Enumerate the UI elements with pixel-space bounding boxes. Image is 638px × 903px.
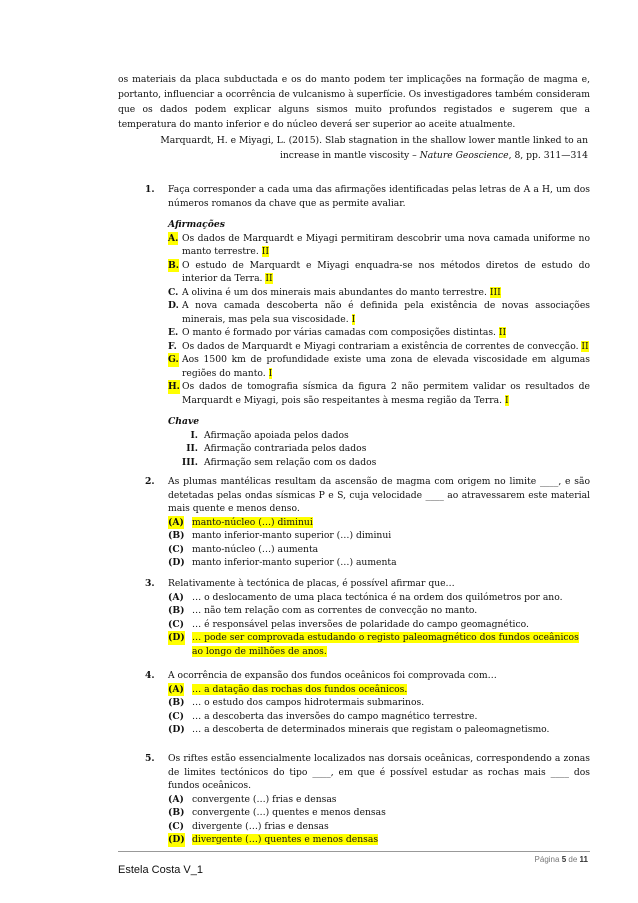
- option-label: (C): [168, 543, 185, 555]
- option-label: (B): [168, 697, 185, 708]
- intro-paragraph: os materiais da placa subductada e os do manto podem ter implicações na formação de magma e, portanto, influenciar a ocorrência de vulcanismo à superfície. Os investigadores também consideram que os dados podem explicar alguns sismos muito profundos registados e sugerem que a temperatura do manto inferior e do núcleo deverá ser superior ao aceite atualmente.: [118, 74, 590, 130]
- afirmacao-letter: G.: [168, 354, 179, 365]
- option-item: [168, 604, 590, 618]
- question-text: A ocorrência de expansão dos fundos oceânicos foi comprovada com…: [168, 670, 497, 681]
- question-text: As plumas mantélicas resultam da ascensão de magma com origem no limite ____, e são detetadas pelas ondas sísmicas P e S, cuja velocidade ____ ao atravessarem este material mais quente e menos denso.: [168, 476, 590, 514]
- footer-author: Estela Costa V_1: [118, 864, 203, 876]
- chave-item: [176, 429, 590, 443]
- question-text: Relativamente à tectónica de placas, é possível afirmar que…: [168, 578, 455, 589]
- question-2: [145, 475, 590, 570]
- option-text: … a descoberta de determinados minerais que registam o paleomagnetismo.: [192, 724, 550, 735]
- option-text: … o estudo dos campos hidrotermais submarinos.: [192, 697, 425, 708]
- option-item: [168, 591, 590, 605]
- option-text: manto inferior-manto superior (…) aumenta: [192, 557, 397, 568]
- option-label: (D): [168, 724, 185, 735]
- question-number: 3.: [145, 578, 155, 589]
- option-label: (A): [168, 516, 184, 528]
- citation-rest: , 8, pp. 311—314: [508, 150, 588, 161]
- afirmacao-answer: II: [261, 246, 269, 257]
- afirmacao-item: [168, 232, 590, 259]
- option-item: [168, 516, 590, 530]
- afirmacao-item: [168, 380, 590, 407]
- chave-text: Afirmação contrariada pelos dados: [204, 443, 367, 454]
- afirmacao-letter: E.: [168, 327, 179, 338]
- option-item: [168, 723, 590, 737]
- chave-list: [176, 429, 590, 470]
- afirmacao-item: [168, 353, 590, 380]
- option-text: … é responsável pelas inversões de polaridade do campo geomagnético.: [192, 618, 529, 630]
- chave-number: I.: [190, 429, 198, 441]
- page-number: [535, 855, 588, 864]
- option-label: (C): [168, 710, 185, 722]
- option-text: … o deslocamento de uma placa tectónica é na ordem dos quilómetros por ano.: [192, 591, 563, 603]
- option-item: [168, 618, 590, 632]
- option-item: [168, 710, 590, 724]
- option-item: [168, 696, 590, 710]
- footer-divider: [118, 851, 590, 852]
- chave-item: [176, 442, 590, 456]
- afirmacao-answer: I: [268, 367, 273, 379]
- chave-item: [176, 456, 590, 470]
- option-text: convergente (…) quentes e menos densas: [192, 807, 386, 818]
- option-text: … a datação das rochas dos fundos oceânicos.: [192, 683, 408, 695]
- afirmacao-text: Os dados de tomografia sísmica da figura 2 não permitem validar os resultados de Marquardt e Miyagi, pois são respeitantes à mesma região da Terra.: [182, 381, 590, 406]
- question-text: Faça corresponder a cada uma das afirmações identificadas pelas letras de A a H, um dos números romanos da chave que as permite avaliar.: [168, 184, 590, 209]
- question-5: [145, 752, 590, 847]
- option-label: (D): [168, 557, 185, 568]
- afirmacao-letter: B.: [168, 259, 179, 271]
- afirmacao-text: O manto é formado por várias camadas com composições distintas.: [182, 327, 496, 338]
- afirmacao-answer: III: [489, 286, 501, 298]
- afirmacao-answer: II: [581, 340, 589, 352]
- question-1: [145, 183, 590, 469]
- question-3: [145, 577, 590, 658]
- chave-number: II.: [186, 443, 198, 454]
- option-text: … pode ser comprovada estudando o registo paleomagnético dos fundos oceânicos ao longo de milhões de anos.: [192, 632, 579, 657]
- afirmacao-item: [168, 340, 590, 354]
- option-item: [168, 833, 590, 847]
- afirmacao-text: A nova camada descoberta não é definida pela existência de novas associações minerais, mas pela sua viscosidade.: [182, 300, 590, 325]
- option-text: divergente (…) frias e densas: [192, 820, 329, 832]
- afirmacao-letter: A.: [168, 232, 179, 244]
- afirmacao-letter: F.: [168, 340, 177, 352]
- page-of-word: de: [568, 855, 578, 864]
- option-label: (A): [168, 793, 184, 805]
- question-number: 2.: [145, 476, 155, 487]
- option-label: (C): [168, 618, 185, 630]
- option-label: (A): [168, 683, 184, 695]
- option-text: … a descoberta das inversões do campo magnético terrestre.: [192, 710, 478, 722]
- afirmacao-item: [168, 299, 590, 326]
- question-number: 1.: [145, 184, 155, 195]
- option-item: [168, 529, 590, 543]
- afirmacao-item: [168, 326, 590, 340]
- option-text: manto inferior-manto superior (…) diminui: [192, 530, 392, 541]
- afirmacao-text: A olivina é um dos minerais mais abundantes do manto terrestre.: [182, 286, 487, 298]
- afirmacao-answer: I: [504, 394, 509, 406]
- options-list: [145, 683, 590, 737]
- afirmacao-letter: D.: [168, 300, 179, 311]
- chave-number: III.: [181, 456, 198, 468]
- options-list: [145, 516, 590, 570]
- option-item: [168, 820, 590, 834]
- page-current: 5: [561, 855, 567, 864]
- afirmacoes-title: Afirmações: [168, 219, 225, 230]
- page-total: 11: [579, 855, 588, 864]
- afirmacao-text: Aos 1500 km de profundidade existe uma zona de elevada viscosidade em algumas regiões do manto.: [182, 354, 590, 379]
- option-text: … não tem relação com as correntes de convecção no manto.: [192, 605, 478, 616]
- option-item: [168, 806, 590, 820]
- citation: [150, 133, 588, 163]
- afirmacao-answer: II: [265, 273, 273, 284]
- option-label: (B): [168, 605, 185, 616]
- option-item: [168, 631, 590, 658]
- afirmacoes-list: [168, 232, 590, 408]
- afirmacao-letter: H.: [168, 381, 180, 392]
- option-label: (B): [168, 807, 185, 818]
- option-item: [168, 683, 590, 697]
- option-item: [168, 556, 590, 570]
- option-text: divergente (…) quentes e menos densas: [192, 834, 379, 845]
- option-label: (C): [168, 820, 185, 832]
- afirmacao-item: [168, 259, 590, 286]
- option-item: [168, 793, 590, 807]
- citation-authors: Marquardt, H. e Miyagi, L. (2015). Slab stagnation in the shallow lower mantle linked to an increase in mantle viscosity –: [160, 135, 588, 161]
- afirmacao-answer: I: [351, 313, 356, 325]
- afirmacao-text: Os dados de Marquardt e Miyagi permitiram descobrir uma nova camada uniforme no manto terrestre.: [182, 232, 590, 257]
- afirmacao-answer: II: [498, 327, 507, 338]
- option-label: (D): [168, 632, 185, 643]
- options-list: [145, 591, 590, 659]
- options-list: [145, 793, 590, 847]
- option-label: (B): [168, 530, 185, 541]
- chave-text: Afirmação apoiada pelos dados: [204, 429, 349, 441]
- afirmacao-text: O estudo de Marquardt e Miyagi enquadra-se nos métodos diretos de estudo do interior da Terra.: [182, 259, 590, 284]
- option-label: (D): [168, 834, 185, 845]
- afirmacao-item: [168, 286, 590, 300]
- question-4: [145, 669, 590, 737]
- option-label: (A): [168, 591, 184, 603]
- afirmacao-text: Os dados de Marquardt e Miyagi contrariam a existência de correntes de convecção.: [182, 340, 579, 352]
- option-text: manto-núcleo (…) aumenta: [192, 543, 319, 555]
- afirmacao-letter: C.: [168, 286, 179, 298]
- chave-title: Chave: [168, 416, 200, 427]
- citation-journal: Nature Geoscience: [419, 150, 509, 161]
- question-number: 5.: [145, 753, 155, 764]
- option-item: [168, 543, 590, 557]
- question-text: Os riftes estão essencialmente localizados nas dorsais oceânicas, correspondendo a zonas de limites tectónicos do tipo ____, em que é possível estudar as rochas mais ____ dos fundos oceânicos.: [168, 753, 590, 791]
- option-text: convergente (…) frias e densas: [192, 793, 337, 805]
- option-text: manto-núcleo (…) diminui: [192, 516, 313, 528]
- page-word: Página: [534, 855, 560, 864]
- question-number: 4.: [145, 670, 155, 681]
- chave-text: Afirmação sem relação com os dados: [204, 456, 377, 468]
